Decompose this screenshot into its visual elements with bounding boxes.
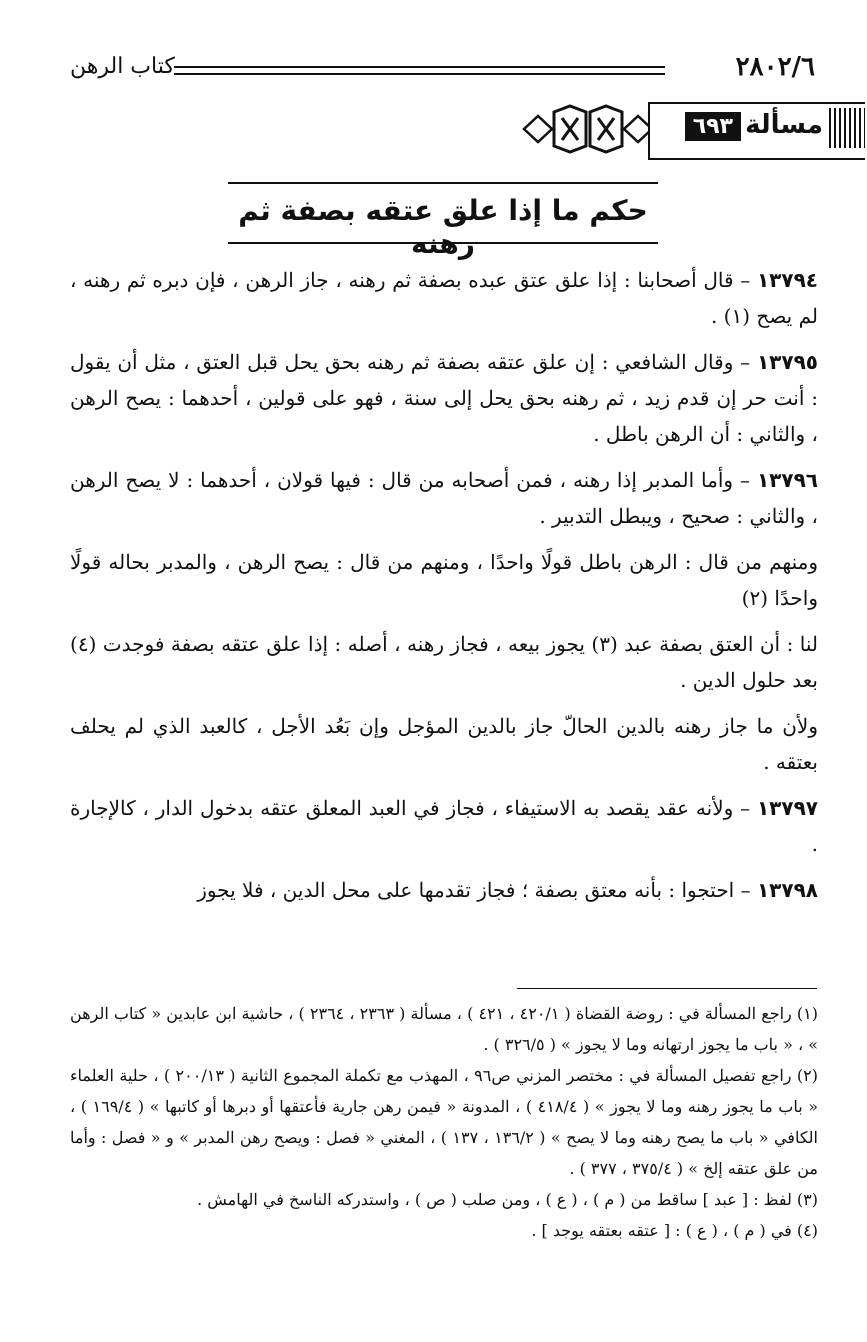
paragraph	[70, 344, 818, 452]
ornament-icon	[520, 102, 660, 156]
paragraph	[70, 790, 818, 862]
section-title: حكم ما إذا علق عتقه بصفة ثم رهنه	[238, 194, 648, 260]
paragraph-text: – ولأنه عقد يقصد به الاستيفاء ، فجاز في العبد المعلق عتقه بدخول الدار ، كالإجارة .	[70, 796, 818, 856]
footnotes	[70, 998, 818, 1246]
paragraph-number: ١٣٧٩٦	[756, 468, 818, 492]
paragraph-number: ١٣٧٩٤	[756, 268, 818, 292]
paragraph-text: – قال أصحابنا : إذا علق عتق عبده بصفة ثم رهنه ، جاز الرهن ، فإن دبره ثم رهنه ، لم يصح (١) .	[70, 268, 818, 328]
paragraph-number: ١٣٧٩٧	[756, 796, 818, 820]
paragraph	[70, 462, 818, 534]
footnote: (٢) راجع تفصيل المسألة في : مختصر المزني ص٩٦ ، المهذب مع تكملة المجموع الثانية ( ٢٠٠/١٣ ) ، حلية العلماء « باب ما يجوز رهنه وما لا يجوز » ( ٤١٨/٤ ) ، المدونة « فيمن رهن جارية فأعتقها أو دبرها أو كاتبها » ( ١٦٩/٤ ) ، الكافي « باب ما يصح رهنه وما لا يصح » ( ١٣٦/٢ ، ١٣٧ ) ، المغني « فصل : ويصح رهن المدبر » و « فصل : وأما من علق عتقه إلخ » ( ٣٧٥/٤ ، ٣٧٧ ) .	[70, 1066, 819, 1178]
header-double-rule	[174, 66, 665, 75]
paragraph	[70, 872, 818, 908]
paragraph	[70, 262, 818, 334]
paragraph-text: ولأن ما جاز رهنه بالدين الحالّ جاز بالدين المؤجل وإن بَعُد الأجل ، كالعبد الذي لم يحلف بعتقه .	[70, 714, 818, 774]
footnote-divider	[517, 988, 817, 989]
section-title-box	[228, 182, 658, 260]
paragraph-number: ١٣٧٩٨	[756, 878, 818, 902]
footnote: (٤) في ( م ) ، ( ع ) : [ عتقه بعتقه يوجد ] .	[531, 1221, 818, 1240]
page-number: ٢٨٠٢/٦	[735, 52, 815, 82]
footnote: (٣) لفظ : [ عبد ] ساقط من ( م ) ، ( ع ) ، ومن صلب ( ص ) ، واستدركه الناسخ في الهامش .	[197, 1190, 818, 1209]
paragraph-text: – احتجوا : بأنه معتق بصفة ؛ فجاز تقدمها على محل الدين ، فلا يجوز	[197, 878, 757, 902]
book-title: كتاب الرهن	[70, 54, 175, 79]
paragraph-number: ١٣٧٩٥	[756, 350, 818, 374]
running-header	[70, 52, 815, 92]
paragraph	[70, 544, 818, 616]
paragraph-text: لنا : أن العتق بصفة عبد (٣) يجوز بيعه ، فجاز رهنه ، أصله : إذا علق عتقه بصفة فوجدت (٤) بعد حلول الدين .	[70, 632, 818, 692]
footnote: (١) راجع المسألة في : روضة القضاة ( ٤٢٠/١ ، ٤٢١ ) ، مسألة ( ٢٣٦٣ ، ٢٣٦٤ ) ، حاشية ابن عابدين « كتاب الرهن » ، « باب ما يجوز ارتهانه وما لا يجوز » ( ٣٢٦/٥ ) .	[70, 1004, 818, 1054]
issue-banner	[520, 102, 865, 156]
paragraph	[70, 708, 818, 780]
main-text	[70, 262, 818, 918]
issue-label: مسألة	[745, 110, 823, 140]
issue-number: ٦٩٣	[685, 112, 741, 141]
paragraph-text: – وأما المدبر إذا رهنه ، فمن أصحابه من قال : فيها قولان ، أحدهما : لا يصح الرهن ، والثاني : صحيح ، ويبطل التدبير .	[70, 468, 818, 528]
paragraph	[70, 626, 818, 698]
paragraph-text: – وقال الشافعي : إن علق عتقه بصفة ثم رهنه بحق يحل قبل العتق ، مثل أن يقول : أنت حر إن قدم زيد ، ثم رهنه بحق يحل إلى سنة ، فهو على قولين ، أحدهما : يصح الرهن ، والثاني : أن الرهن باطل .	[70, 350, 818, 446]
paragraph-text: ومنهم من قال : الرهن باطل قولًا واحدًا ، ومنهم من قال : يصح الرهن ، والمدبر بحاله قولًا واحدًا (٢)	[70, 550, 818, 610]
banner-stripes	[829, 108, 865, 148]
